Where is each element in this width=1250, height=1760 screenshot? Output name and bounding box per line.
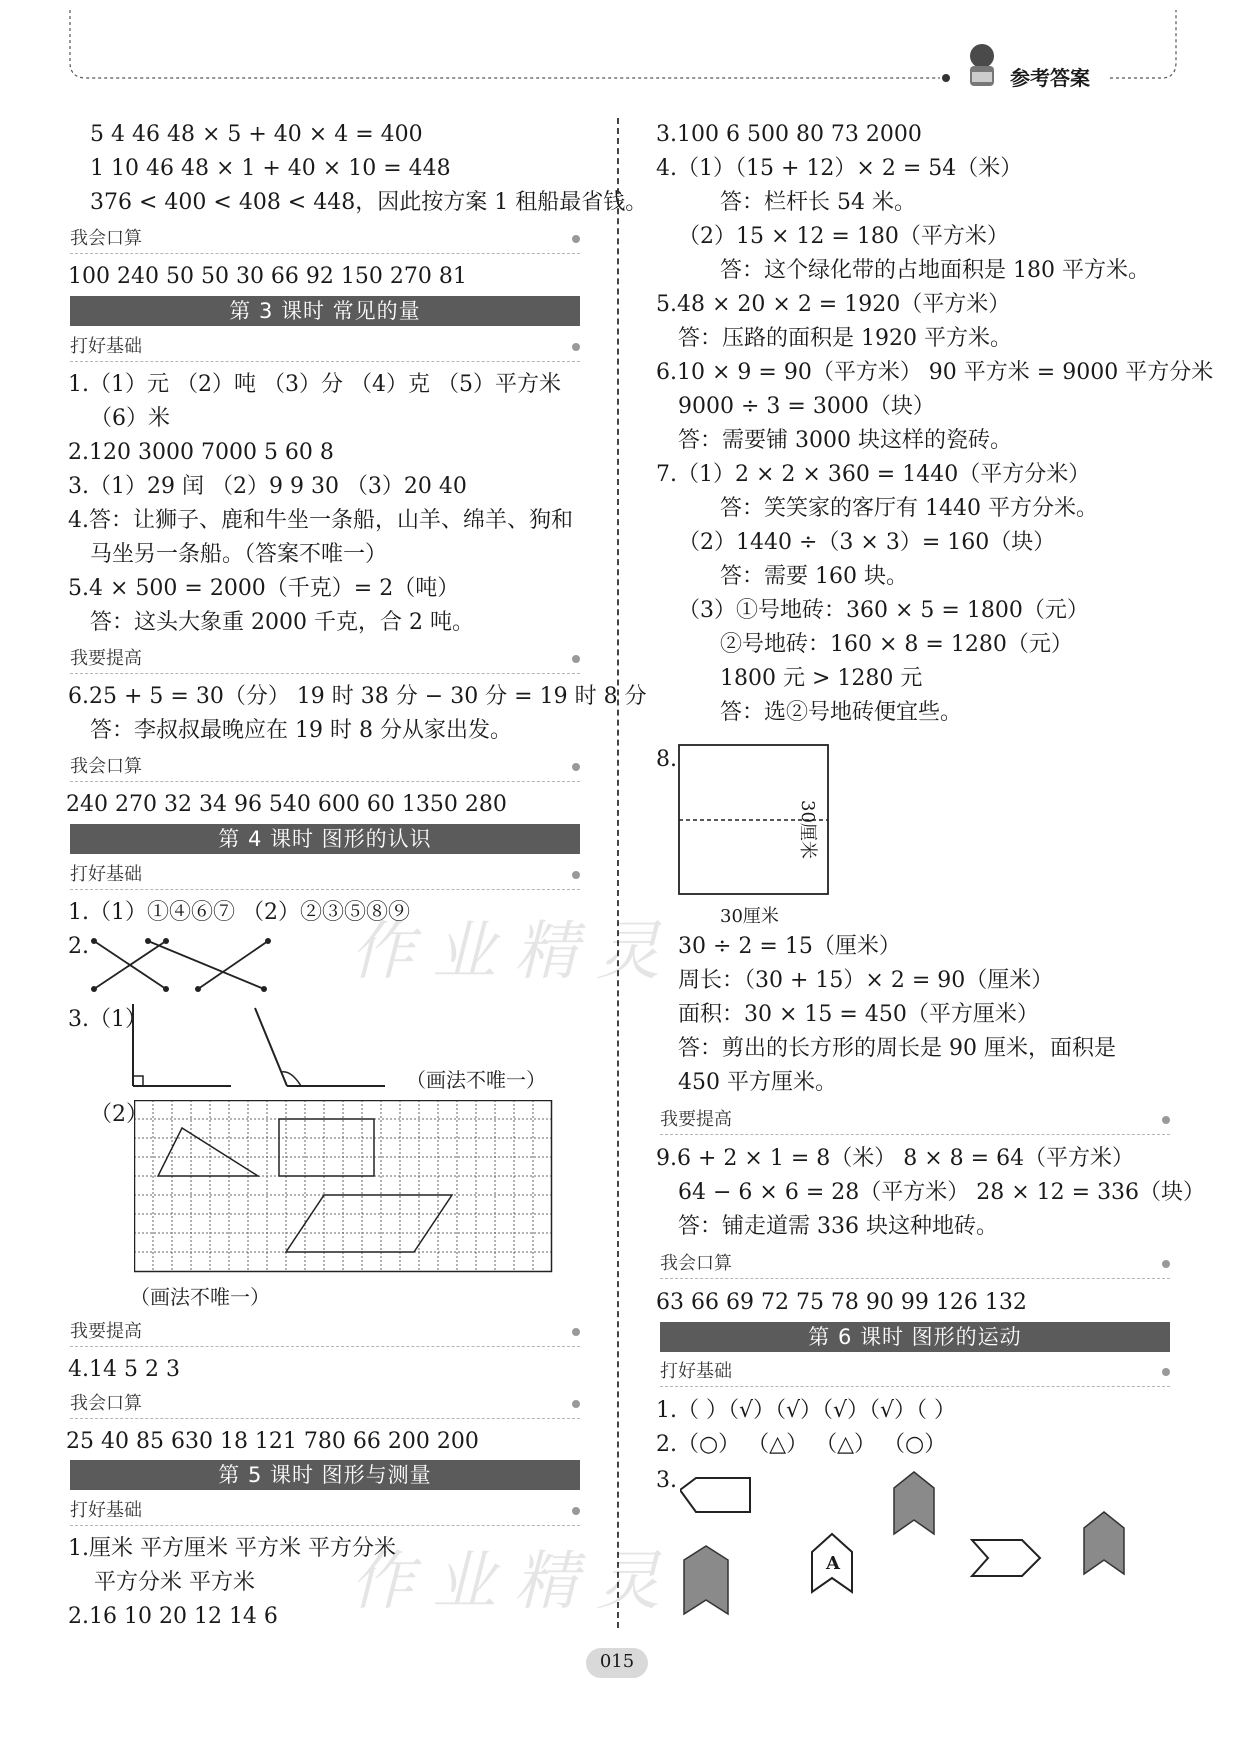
mascot-icon — [962, 42, 1002, 90]
answer-line: 答：选②号地砖便宜些。 — [720, 700, 963, 725]
shape-letter: A — [826, 1553, 840, 1574]
answer-line: 9000 ÷ 3 = 3000（块） — [678, 394, 935, 419]
note: （画法不唯一） — [130, 1285, 270, 1309]
answer-line: 面积：30 × 15 = 450（平方厘米） — [678, 1002, 1039, 1027]
figure-bottom-label: 30厘米 — [720, 906, 779, 927]
answer-line: 1.（1）元 （2）吨 （3）分 （4）克 （5）平方米 — [68, 372, 561, 397]
answer-line: 1.（ ）（√）（√）（√）（√）（ ） — [656, 1398, 957, 1423]
grid-drawing — [134, 1100, 554, 1274]
answer-line: 答：需要 160 块。 — [720, 564, 908, 589]
answer-line: 答：栏杆长 54 米。 — [720, 190, 916, 215]
answer-line: 答：需要铺 3000 块这样的瓷砖。 — [678, 428, 1012, 453]
note: （画法不唯一） — [406, 1068, 546, 1092]
answer-line: 30 ÷ 2 = 15（厘米） — [678, 934, 901, 959]
answer-line: 64 − 6 × 6 = 28（平方米） 28 × 12 = 336（块） — [678, 1180, 1206, 1205]
mental-math-answers: 100 240 50 50 30 66 92 150 270 81 — [68, 264, 467, 289]
subheading: 我会口算 — [70, 753, 580, 782]
answer-line: 450 平方厘米。 — [678, 1070, 837, 1095]
answer-line: 376 < 400 < 408 < 448，因此按方案 1 租船最省钱。 — [90, 190, 648, 215]
subheading: 打好基础 — [70, 333, 580, 362]
figure-side-label: 30厘米 — [797, 800, 818, 859]
mental-math-answers: 240 270 32 34 96 540 600 60 1350 280 — [66, 792, 507, 817]
section-heading: 第 6 课时 图形的运动 — [660, 1322, 1170, 1352]
page-number: 015 — [599, 1651, 635, 1672]
answer-line: 1800 元 > 1280 元 — [720, 666, 923, 691]
subheading: 我会口算 — [70, 225, 580, 254]
answer-line: 7.（1）2 × 2 × 360 = 1440（平方分米） — [656, 462, 1091, 487]
answer-line: 周长：（30 + 15）× 2 = 90（厘米） — [678, 968, 1054, 993]
watermark: 作业精灵 — [350, 1545, 678, 1619]
answer-line: 2. — [68, 934, 89, 959]
answer-line: 8. — [656, 747, 677, 772]
answer-line: 答：压路的面积是 1920 平方米。 — [678, 326, 1012, 351]
answer-line: 1.（1）①④⑥⑦ （2）②③⑤⑧⑨ — [68, 900, 410, 925]
watermark: 作业精灵 — [350, 915, 678, 989]
answer-line: ②号地砖：160 × 8 = 1280（元） — [720, 632, 1073, 657]
mental-math-answers: 63 66 69 72 75 78 90 99 126 132 — [656, 1290, 1027, 1315]
answer-line: 答：这头大象重 2000 千克，合 2 吨。 — [90, 610, 474, 635]
subheading: 打好基础 — [660, 1358, 1170, 1387]
answer-line: 9.6 + 2 × 1 = 8（米） 8 × 8 = 64（平方米） — [656, 1146, 1135, 1171]
section-heading: 第 5 课时 图形与测量 — [70, 1460, 580, 1490]
subheading: 打好基础 — [70, 1497, 580, 1526]
answer-line: 5.4 × 500 = 2000（千克）= 2（吨） — [68, 576, 460, 601]
section-heading: 第 4 课时 图形的认识 — [70, 824, 580, 854]
subheading: 我会口算 — [70, 1390, 580, 1419]
answer-line: 3.（1）29 闰 （2）9 9 30 （3）20 40 — [68, 474, 467, 499]
subheading: 我要提高 — [70, 1318, 580, 1347]
answer-line: 1.厘米 平方厘米 平方米 平方分米 — [68, 1536, 396, 1561]
answer-line: 5 4 46 48 × 5 + 40 × 4 = 400 — [90, 122, 423, 147]
answer-line: （2） — [90, 1102, 148, 1127]
answer-line: 2.（○） （△） （△） （○） — [656, 1432, 947, 1457]
subheading: 我会口算 — [660, 1250, 1170, 1279]
answer-line: 3. — [656, 1468, 677, 1493]
answer-line: 马坐另一条船。（答案不唯一） — [90, 542, 388, 567]
subheading: 我要提高 — [70, 645, 580, 674]
answer-line: 4.14 5 2 3 — [68, 1357, 180, 1382]
answer-line: 答：这个绿化带的占地面积是 180 平方米。 — [720, 258, 1150, 283]
subheading: 打好基础 — [70, 861, 580, 890]
answer-line: 3.100 6 500 80 73 2000 — [656, 122, 922, 147]
answer-line: 6.10 × 9 = 90（平方米） 90 平方米 = 9000 平方分米 — [656, 360, 1214, 385]
answer-line: 2.120 3000 7000 5 60 8 — [68, 440, 334, 465]
answer-line: （3）①号地砖：360 × 5 = 1800（元） — [678, 598, 1089, 623]
header-title: 参考答案 — [1010, 66, 1090, 90]
answer-line: （2）15 × 12 = 180（平方米） — [678, 224, 1009, 249]
answer-line: 4.答：让狮子、鹿和牛坐一条船，山羊、绵羊、狗和 — [68, 508, 573, 533]
mental-math-answers: 25 40 85 630 18 121 780 66 200 200 — [66, 1429, 479, 1454]
answer-line: 5.48 × 20 × 2 = 1920（平方米） — [656, 292, 1011, 317]
subheading: 我要提高 — [660, 1106, 1170, 1135]
answer-line: （6）米 — [90, 406, 170, 431]
answer-line: （2）1440 ÷（3 × 3）= 160（块） — [678, 530, 1056, 555]
answer-line: 答：铺走道需 336 块这种地砖。 — [678, 1214, 998, 1239]
answer-line: 答：李叔叔最晚应在 19 时 8 分从家出发。 — [90, 718, 512, 743]
answer-line: 平方分米 平方米 — [94, 1570, 255, 1595]
answer-line: 3.（1） — [68, 1007, 147, 1032]
answer-line: 6.25 + 5 = 30（分） 19 时 38 分 − 30 分 = 19 时 8 分 — [68, 684, 647, 709]
column-divider — [617, 118, 619, 1628]
angle-drawings — [125, 1000, 395, 1095]
answer-line: 答：笑笑家的客厅有 1440 平方分米。 — [720, 496, 1098, 521]
section-heading: 第 3 课时 常见的量 — [70, 296, 580, 326]
answer-line: 答：剪出的长方形的周长是 90 厘米，面积是 — [678, 1036, 1116, 1061]
answer-line: 2.16 10 20 12 14 6 — [68, 1604, 278, 1629]
transformation-shapes — [680, 1470, 1140, 1630]
matching-lines-figure — [88, 935, 288, 995]
answer-line: 1 10 46 48 × 1 + 40 × 10 = 448 — [90, 156, 451, 181]
answer-line: 4.（1）（15 + 12）× 2 = 54（米） — [656, 156, 1023, 181]
